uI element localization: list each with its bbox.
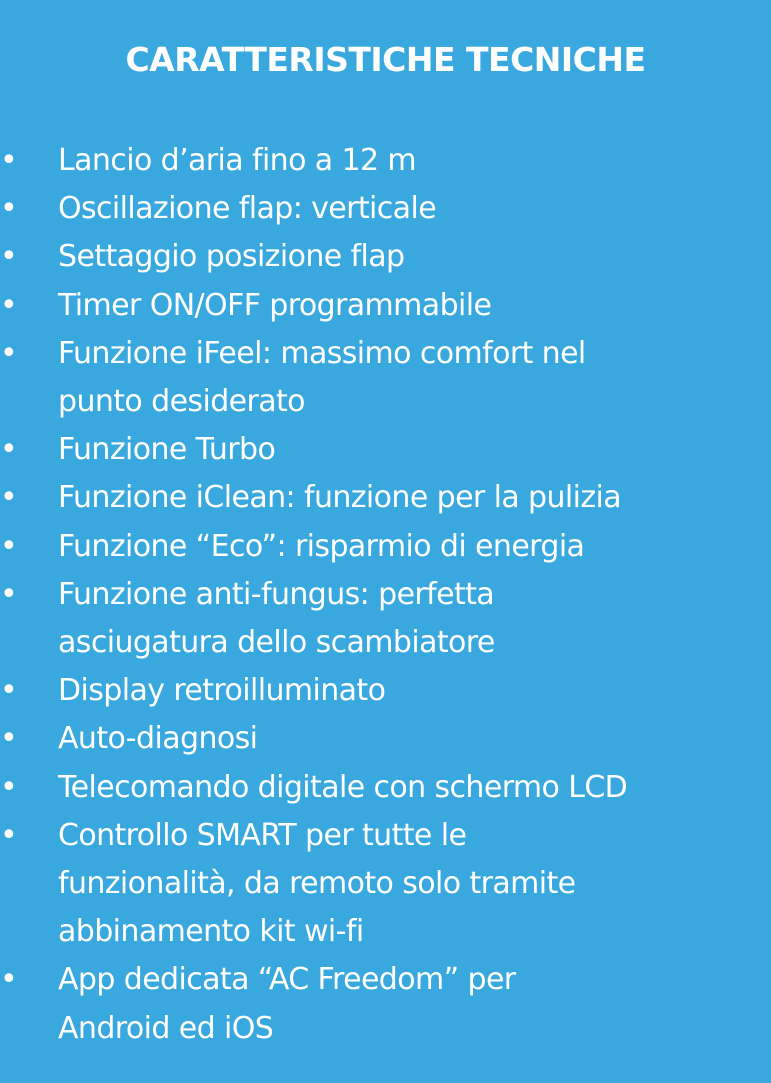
bullet-icon: • [0, 480, 18, 516]
bullet-icon: • [0, 143, 18, 178]
spec-text: Funzione Turbo [58, 432, 276, 468]
spec-item [0, 956, 771, 1052]
section-title: CARATTERISTICHE TECNICHE [125, 40, 646, 79]
bullet-icon: • [0, 962, 18, 998]
bullet-icon: • [0, 432, 18, 468]
spec-text: Controllo SMART per tutte le [58, 817, 467, 853]
bullet-icon: • [0, 528, 18, 564]
bullet-icon: • [0, 817, 18, 853]
bullet-icon: • [0, 335, 18, 371]
spec-text: Timer ON/OFF programmabile [58, 287, 492, 323]
spec-item [0, 185, 771, 233]
spec-item [0, 233, 771, 281]
bullet-icon: • [0, 239, 18, 275]
bullet-icon: • [0, 721, 18, 757]
bullet-icon: • [0, 287, 18, 323]
spec-item [0, 137, 771, 185]
spec-item [0, 523, 771, 571]
spec-text: Auto-diagnosi [58, 721, 258, 757]
bullet-icon: • [0, 673, 18, 709]
spec-text: Funzione iClean: funzione per la pulizia [58, 480, 622, 516]
spec-list [0, 137, 771, 1053]
spec-text: Lancio d’aria fino a 12 m [58, 143, 417, 178]
spec-item [0, 667, 771, 715]
spec-item [0, 715, 771, 763]
spec-item [0, 426, 771, 474]
spec-text: Funzione “Eco”: risparmio di energia [58, 528, 585, 564]
bullet-icon: • [0, 769, 18, 805]
spec-text-continuation: abbinamento kit wi-fi [58, 914, 364, 950]
spec-item [0, 282, 771, 330]
spec-text: Display retroilluminato [58, 673, 386, 709]
spec-item [0, 812, 771, 957]
spec-item [0, 571, 771, 667]
spec-text: Telecomando digitale con schermo LCD [58, 769, 628, 805]
spec-text: Funzione anti-fungus: perfetta [58, 576, 495, 612]
spec-text-continuation: asciugatura dello scambiatore [58, 625, 495, 661]
spec-item [0, 330, 771, 426]
bullet-icon: • [0, 191, 18, 227]
spec-text: Funzione iFeel: massimo comfort nel [58, 335, 586, 371]
spec-item [0, 474, 771, 522]
spec-text-continuation: funzionalità, da remoto solo tramite [58, 866, 576, 902]
bullet-icon: • [0, 576, 18, 612]
spec-text: App dedicata “AC Freedom” per [58, 962, 516, 998]
spec-text-continuation: punto desiderato [58, 384, 305, 420]
spec-item [0, 764, 771, 812]
spec-text: Oscillazione flap: verticale [58, 191, 437, 227]
spec-text: Settaggio posizione flap [58, 239, 405, 275]
spec-text-continuation: Android ed iOS [58, 1010, 274, 1046]
